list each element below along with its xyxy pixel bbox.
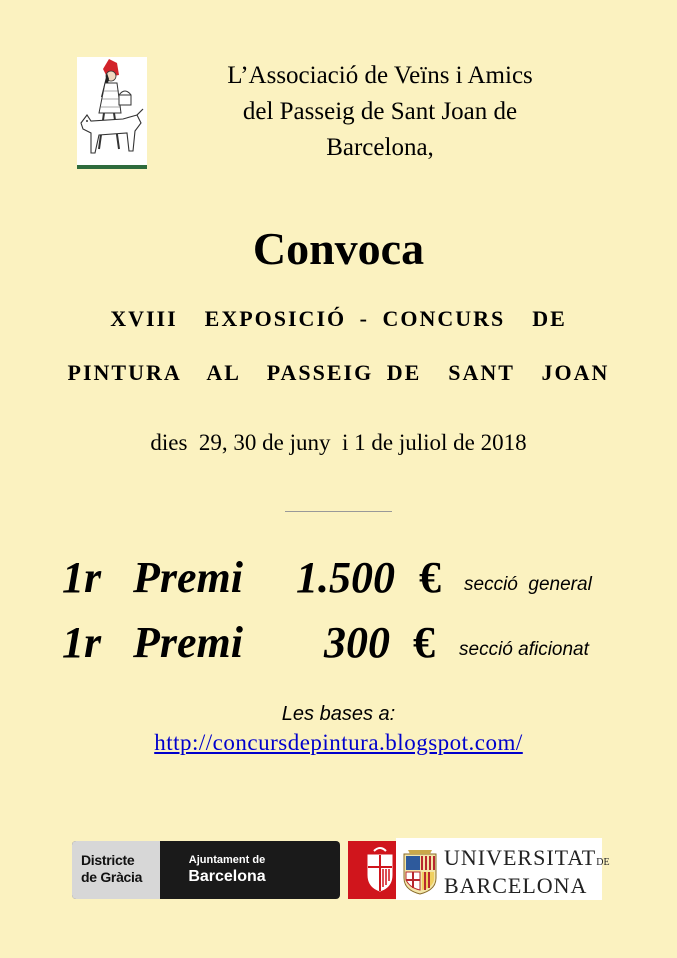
- prize-amount: 300: [324, 618, 390, 667]
- districte-gracia-label: [72, 841, 160, 899]
- header-line-1: L’Associació de Veïns i Amics: [227, 62, 533, 89]
- prize-rank: 1r: [62, 553, 102, 602]
- association-logo: [77, 57, 147, 169]
- event-title-line-2: PINTURA AL PASSEIG DE SANT JOAN: [67, 360, 610, 385]
- girl-with-dog-icon: [77, 57, 147, 165]
- ub-shield-icon: [402, 844, 438, 896]
- ub-word-de: DE: [596, 857, 610, 868]
- divider: [285, 511, 392, 512]
- districte-line-2: de Gràcia: [81, 869, 143, 885]
- header-line-3: Barcelona,: [326, 134, 434, 161]
- ajuntament-logo: [72, 841, 340, 899]
- ajuntament-label: [172, 841, 282, 899]
- prize-section: secció aficionat: [459, 639, 589, 660]
- ajuntament-line-1: Ajuntament de: [188, 854, 266, 866]
- prize-section: secció general: [464, 574, 592, 595]
- page-title: Convoca: [252, 223, 425, 274]
- prize-currency: €: [413, 618, 435, 667]
- prize-label: Premi: [133, 618, 243, 667]
- ub-word-2: BARCELONA: [444, 873, 588, 898]
- header-line-2: del Passeig de Sant Joan de: [242, 98, 518, 125]
- prize-general: [0, 552, 677, 612]
- ajuntament-line-2: Barcelona: [188, 868, 266, 885]
- prize-label: Premi: [133, 553, 243, 602]
- prize-amount: 1.500: [296, 553, 395, 602]
- prize-currency: €: [419, 553, 441, 602]
- bases-label: Les bases a:: [281, 703, 396, 725]
- association-name: [150, 58, 610, 166]
- prize-rank: 1r: [62, 618, 102, 667]
- event-title-line-1: XVIII EXPOSICIÓ - CONCURS DE: [110, 306, 567, 331]
- districte-line-1: Districte: [81, 852, 135, 868]
- bases-link[interactable]: http://concursdepintura.blogspot.com/: [154, 730, 523, 755]
- ub-name: [444, 845, 610, 898]
- ub-word-1: UNIVERSITAT: [444, 845, 597, 870]
- event-dates: dies 29, 30 de juny i 1 de juliol de 2018: [150, 430, 527, 455]
- prize-amateur: [0, 617, 677, 677]
- universitat-barcelona-logo: [396, 838, 610, 900]
